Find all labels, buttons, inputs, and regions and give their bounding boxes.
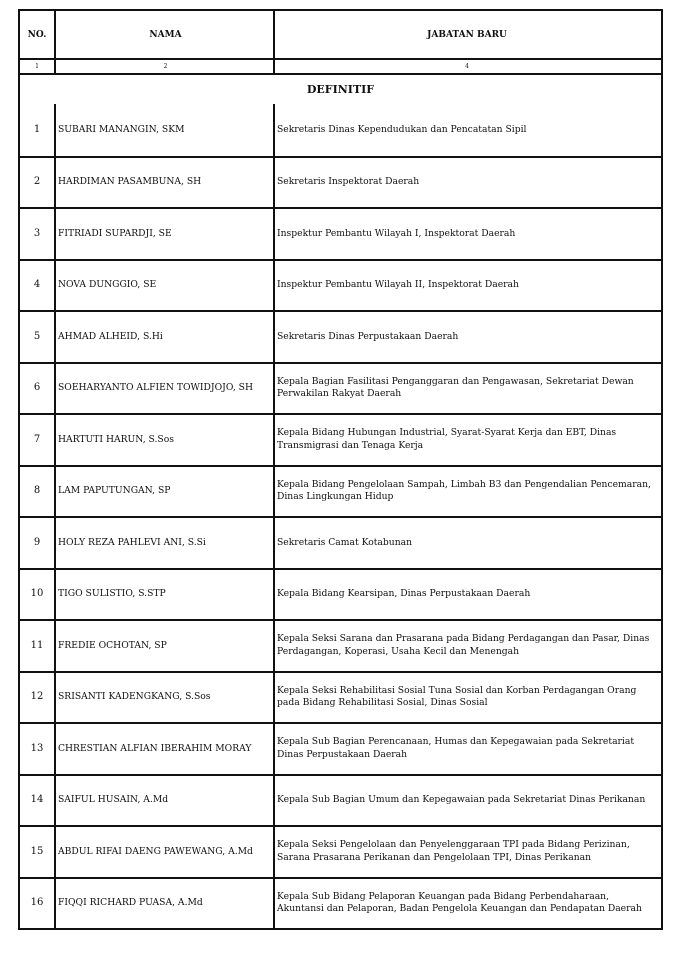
table-row (20, 207, 661, 259)
table-header-row (20, 11, 661, 58)
column-index-row (20, 58, 661, 73)
row-nama: SAIFUL HUSAIN, A.Md (56, 776, 275, 826)
row-nama: HARDIMAN PASAMBUNA, SH (56, 158, 275, 208)
row-jabatan: Inspektur Pembantu Wilayah II, Inspektorat Daerah (277, 279, 519, 290)
row-jabatan: Kepala Bidang Pengelolaan Sampah, Limbah B3 dan Pengendalian Pencemaran, Dinas Lingkungan Hidup (277, 478, 651, 503)
row-nama: SRISANTI KADENGKANG, S.Sos (56, 673, 275, 723)
table-body (20, 104, 661, 928)
row-number: 7 (20, 415, 56, 465)
row-number: 12 (20, 673, 56, 723)
row-number: 3 (20, 209, 56, 259)
row-jabatan: Kepala Seksi Sarana dan Prasarana pada Bidang Perdagangan dan Pasar, Dinas Perdagangan, Koperasi, Usaha Kecil dan Menengah (277, 633, 650, 657)
header-jabatan: JABATAN BARU (427, 29, 507, 40)
row-nama: FITRIADI SUPARDJI, SE (56, 209, 275, 259)
row-jabatan: Kepala Bidang Hubungan Industrial, Syarat-Syarat Kerja dan EBT, Dinas Transmigrasi dan Tenaga Kerja (277, 427, 617, 451)
table-row (20, 722, 661, 774)
row-number: 16 (20, 879, 56, 929)
row-nama: FIQQI RICHARD PUASA, A.Md (56, 879, 275, 929)
row-nama: HARTUTI HARUN, S.Sos (56, 415, 275, 465)
row-nama: SUBARI MANANGIN, SKM (56, 104, 275, 156)
row-nama: TIGO SULISTIO, S.STP (56, 570, 275, 620)
row-jabatan: Kepala Bidang Kearsipan, Dinas Perpustakaan Daerah (277, 588, 531, 599)
header-nama: NAMA (56, 11, 275, 58)
index-jabatan: 4 (465, 63, 469, 70)
row-nama: CHRESTIAN ALFIAN IBERAHIM MORAY (56, 724, 275, 774)
row-jabatan: Sekretaris Camat Kotabunan (277, 536, 412, 548)
row-jabatan: Kepala Sub Bagian Perencanaan, Humas dan Kepegawaian pada Sekretariat Dinas Perpustakaan Daerah (277, 736, 635, 760)
table-row (20, 877, 661, 929)
row-nama: LAM PAPUTUNGAN, SP (56, 467, 275, 517)
row-jabatan: Kepala Bagian Fasilitasi Penganggaran dan Pengawasan, Sekretariat Dewan Perwakilan Rakyat Daerah (277, 375, 634, 400)
row-nama: SOEHARYANTO ALFIEN TOWIDJOJO, SH (56, 364, 275, 414)
row-jabatan: Inspektur Pembantu Wilayah I, Inspektorat Daerah (277, 227, 516, 239)
row-number: 6 (20, 364, 56, 414)
section-title: DEFINITIF (20, 73, 661, 104)
row-jabatan: Kepala Seksi Rehabilitasi Sosial Tuna Sosial dan Korban Perdagangan Orang pada Bidang Rehabilitasi Sosial, Dinas Sosial (277, 684, 637, 709)
table-row (20, 774, 661, 826)
row-nama: AHMAD ALHEID, S.Hi (56, 312, 275, 362)
row-jabatan: Kepala Sub Bagian Umum dan Kepegawaian pada Sekretariat Dinas Perikanan (277, 794, 646, 805)
table-row (20, 413, 661, 465)
row-number: 9 (20, 518, 56, 568)
row-nama: ABDUL RIFAI DAENG PAWEWANG, A.Md (56, 827, 275, 877)
row-number: 4 (20, 261, 56, 311)
row-jabatan: Sekretaris Dinas Perpustakaan Daerah (277, 330, 459, 342)
row-number: 2 (20, 158, 56, 208)
row-number: 15 (20, 827, 56, 877)
table-row (20, 465, 661, 517)
index-no: 1 (20, 60, 56, 73)
row-number: 8 (20, 467, 56, 517)
row-number: 11 (20, 621, 56, 671)
row-jabatan: Kepala Seksi Pengelolaan dan Penyelenggaraan TPI pada Bidang Perizinan, Sarana Prasarana Perikanan dan Pengelolaan TPI, Dinas Perikanan (277, 839, 630, 863)
index-nama: 2 (56, 60, 275, 73)
row-number: 10 (20, 570, 56, 620)
row-nama: NOVA DUNGGIO, SE (56, 261, 275, 311)
row-jabatan: Sekretaris Inspektorat Daerah (277, 176, 420, 187)
row-jabatan: Kepala Sub Bidang Pelaporan Keuangan pada Bidang Perbendaharaan, Akuntansi dan Pelaporan, Badan Pengelola Keuangan dan Pendapatan Daerah (277, 890, 642, 915)
table-row (20, 156, 661, 208)
table-row (20, 568, 661, 620)
table-row (20, 825, 661, 877)
row-nama: HOLY REZA PAHLEVI ANI, S.Si (56, 518, 275, 568)
table-row (20, 362, 661, 414)
row-number: 13 (20, 724, 56, 774)
table-row (20, 516, 661, 568)
table-row (20, 104, 661, 156)
table-row (20, 619, 661, 671)
row-nama: FREDIE OCHOTAN, SP (56, 621, 275, 671)
table-row (20, 671, 661, 723)
header-no: NO. (20, 11, 56, 58)
row-number: 1 (20, 104, 56, 156)
row-number: 5 (20, 312, 56, 362)
table-row (20, 310, 661, 362)
row-number: 14 (20, 776, 56, 826)
appointment-table (18, 9, 663, 930)
row-jabatan: Sekretaris Dinas Kependudukan dan Pencatatan Sipil (277, 123, 527, 135)
table-row (20, 259, 661, 311)
